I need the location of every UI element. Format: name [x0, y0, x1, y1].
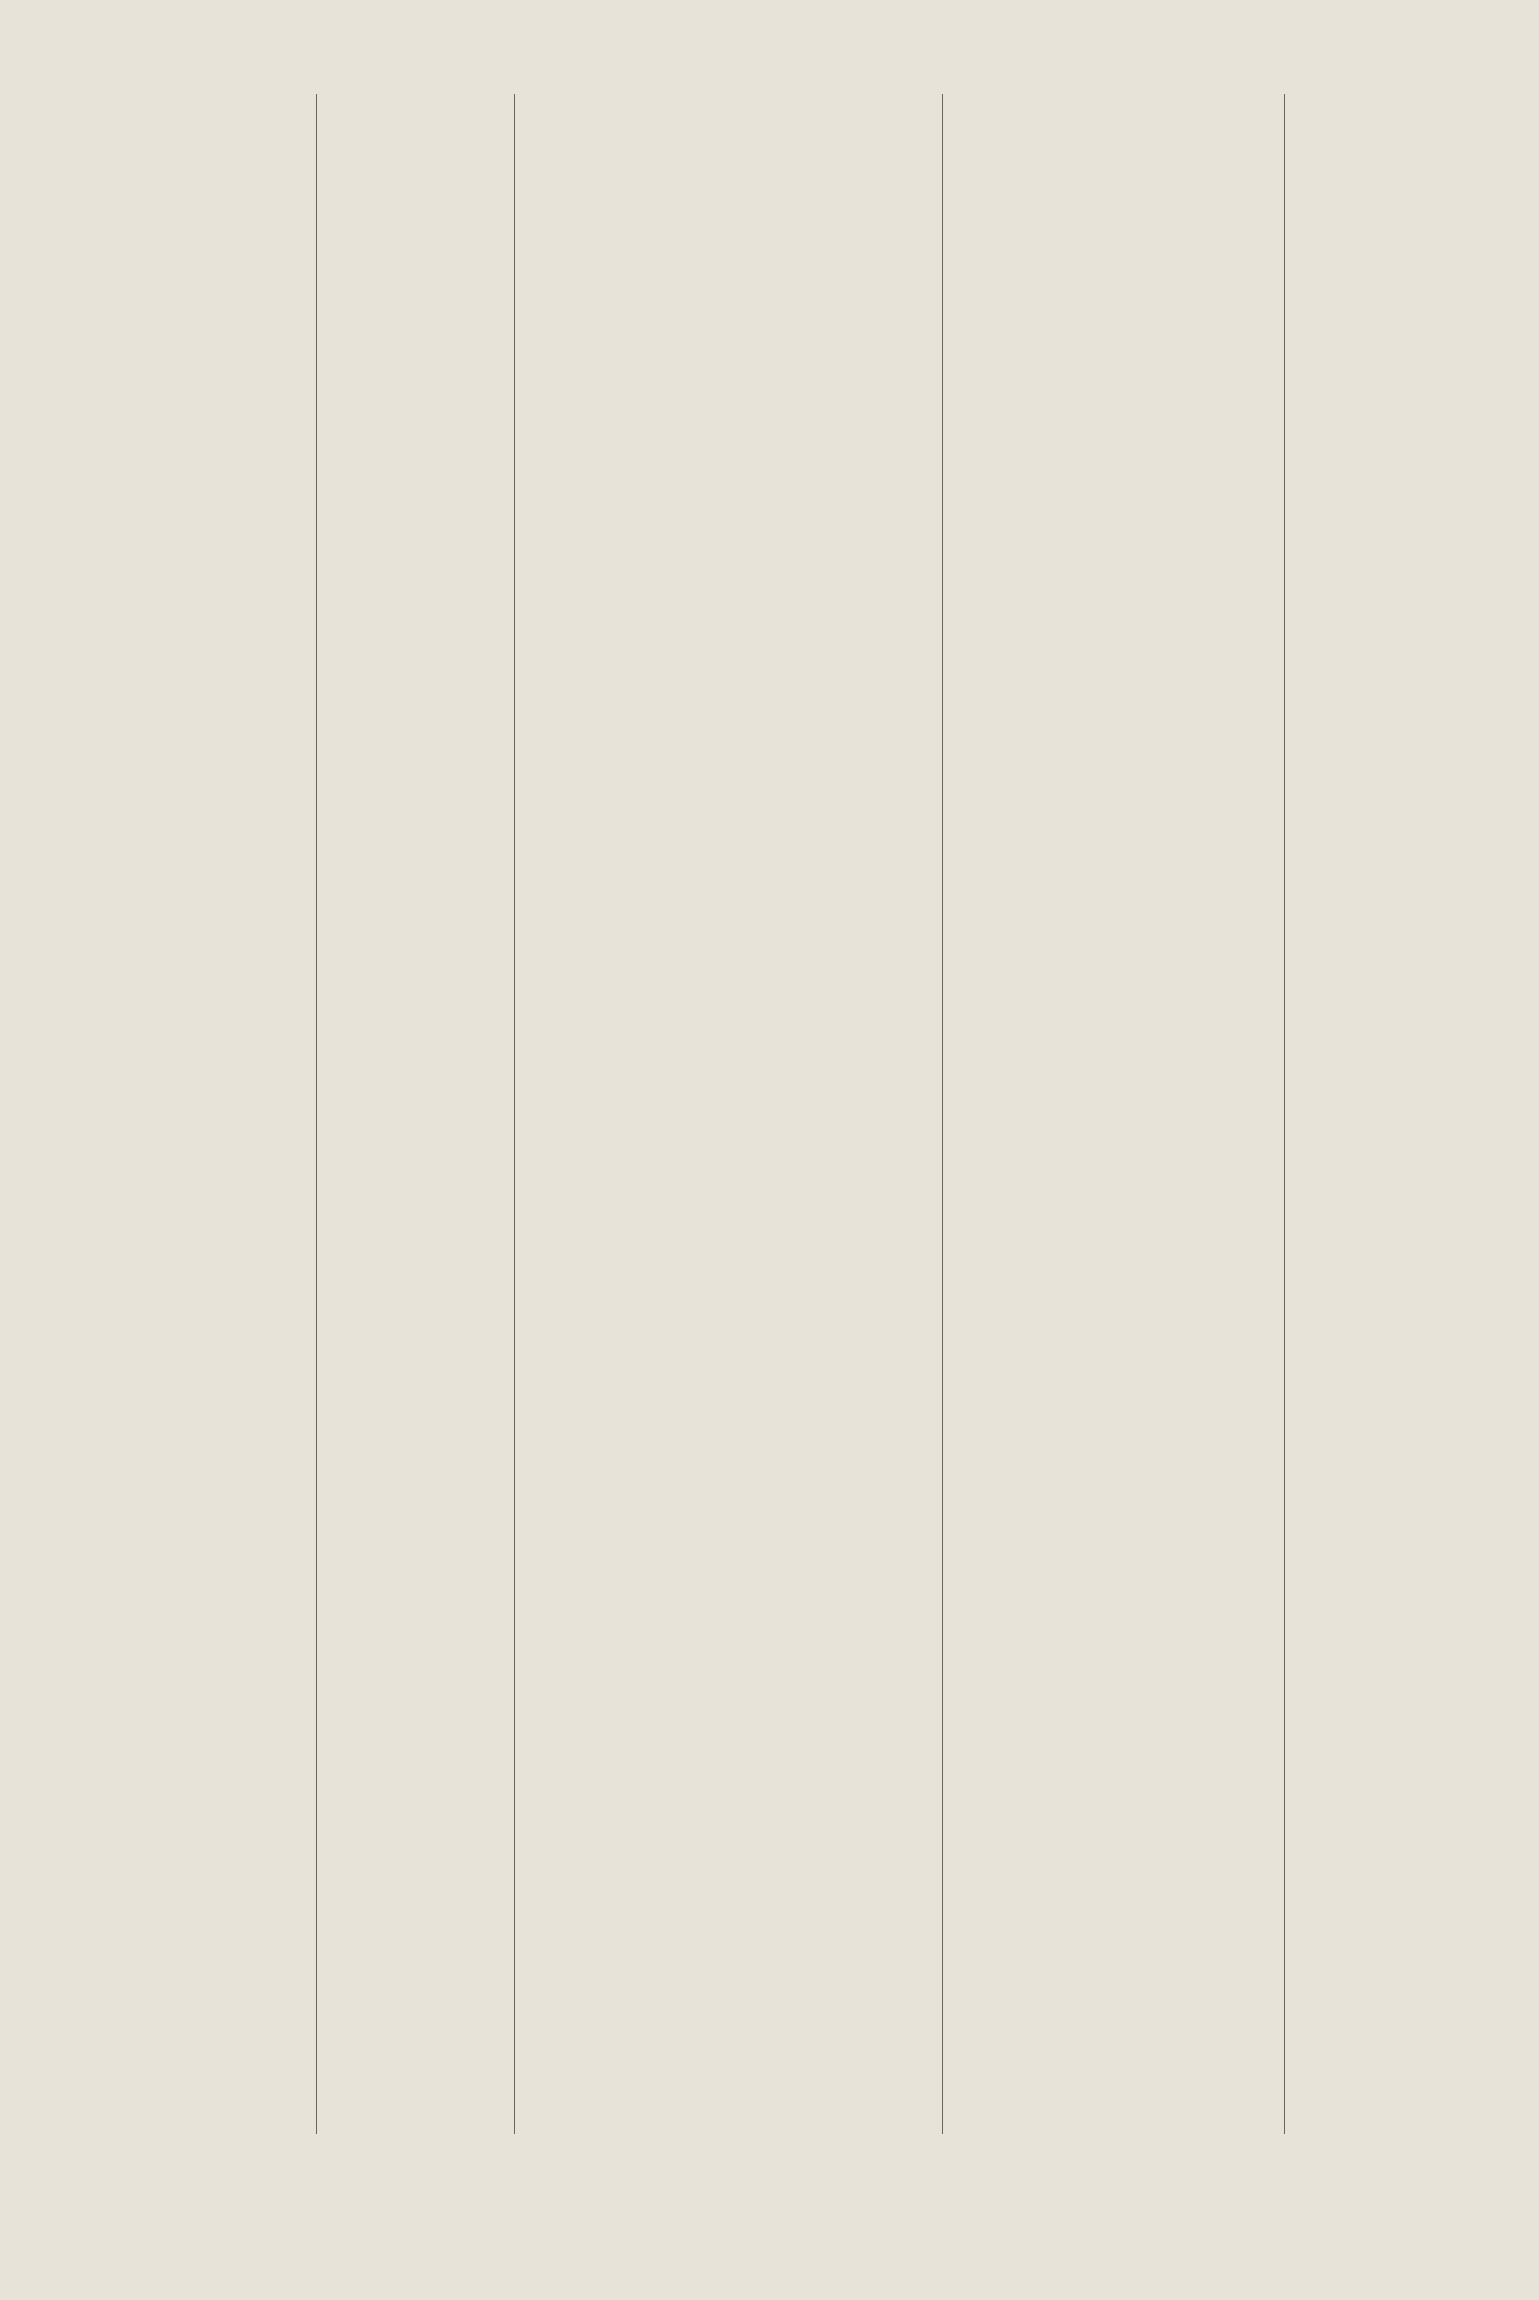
column-divider-3 [942, 94, 943, 2134]
column-divider-2 [514, 94, 515, 2134]
column-divider-4 [1284, 94, 1285, 2134]
column-divider-1 [316, 94, 317, 2134]
